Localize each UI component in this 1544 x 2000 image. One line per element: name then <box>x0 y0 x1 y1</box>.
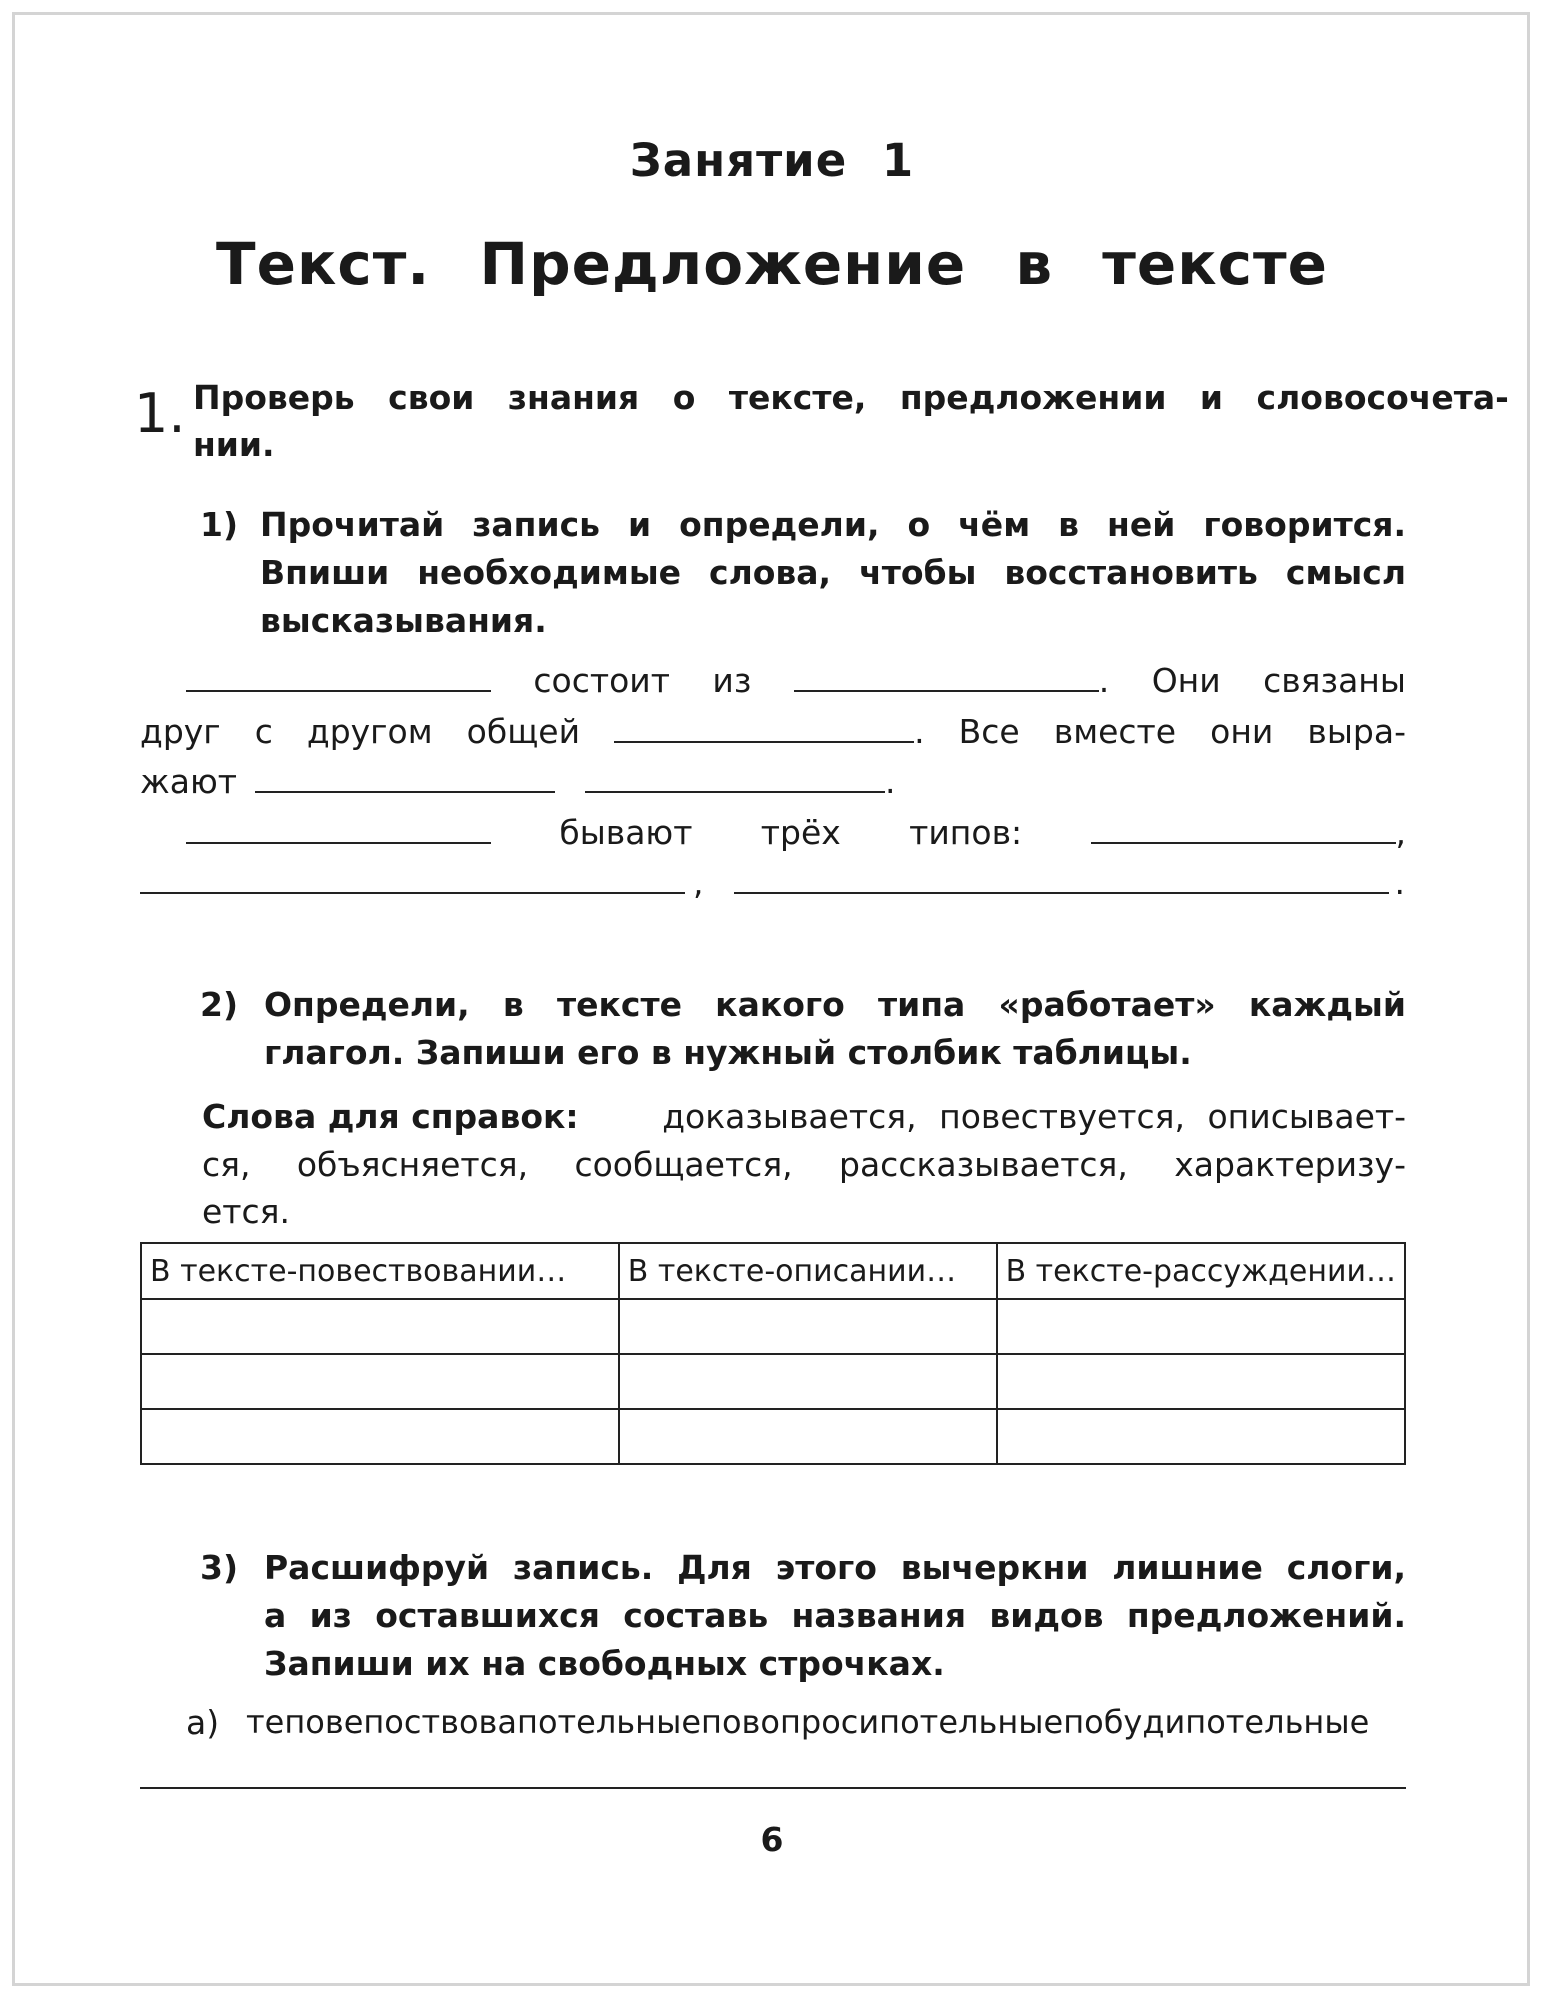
fill-word: . <box>914 712 925 751</box>
table-cell[interactable] <box>997 1354 1405 1409</box>
fill-word: из <box>712 661 752 700</box>
fill-word: состоит <box>533 661 670 700</box>
topic-title: Текст. Предложение в тексте <box>216 230 1328 298</box>
fill-word: , <box>1395 813 1406 852</box>
hint-words: доказывается, повествуется, описывает- <box>662 1097 1406 1136</box>
hint-line-3: ется. <box>202 1192 291 1231</box>
fill-word: , <box>693 863 704 902</box>
table-cell[interactable] <box>997 1409 1405 1464</box>
fill-word: общей <box>466 712 581 751</box>
answer-blank[interactable] <box>186 841 491 844</box>
part3-instruction-line1: Расшифруй запись. Для этого вычеркни лишние слоги, <box>264 1548 1406 1587</box>
answer-blank[interactable] <box>614 740 914 743</box>
fill-word: трёх <box>760 813 841 852</box>
task-number: 1. <box>134 382 186 445</box>
fill-word: . <box>1394 863 1405 902</box>
task1-instruction-line1 <box>193 378 1509 417</box>
fill-word: . <box>1098 661 1110 700</box>
part1-instruction-line1: Прочитай запись и определи, о чём в ней говорится. <box>260 505 1406 544</box>
fill-word: типов: <box>909 813 1023 852</box>
part2-number: 2) <box>200 985 239 1024</box>
answer-blank[interactable] <box>1091 841 1396 844</box>
table-header-row <box>141 1243 1405 1299</box>
fill-word: Они <box>1151 661 1221 700</box>
part3-instruction-line3: Запиши их на свободных строчках. <box>264 1644 945 1683</box>
fill-word: жают <box>140 762 237 801</box>
verb-table <box>140 1242 1406 1465</box>
table-row <box>141 1409 1405 1464</box>
part1-number: 1) <box>200 505 239 544</box>
part2-instruction-line1: Определи, в тексте какого типа «работает» каждый <box>264 985 1406 1024</box>
table-cell[interactable] <box>619 1409 997 1464</box>
instruction-line-text: Проверь свои знания о тексте, предложении и словосочета- <box>193 378 1509 417</box>
answer-blank[interactable] <box>255 790 555 793</box>
fill-line-5 <box>140 863 1406 902</box>
hint-label: Слова для справок: <box>202 1097 579 1136</box>
answer-blank[interactable] <box>186 689 491 692</box>
table-cell[interactable] <box>997 1299 1405 1354</box>
fill-word: они <box>1210 712 1274 751</box>
blank-group <box>1091 813 1407 852</box>
table-header-cell: В тексте-рассуждении… <box>997 1243 1405 1299</box>
table-cell[interactable] <box>619 1354 997 1409</box>
fill-word: с <box>254 712 273 751</box>
answer-blank[interactable] <box>734 891 1389 894</box>
table-row <box>141 1299 1405 1354</box>
table-cell[interactable] <box>141 1354 619 1409</box>
table-cell[interactable] <box>141 1299 619 1354</box>
fill-word: друг <box>140 712 221 751</box>
table-cell[interactable] <box>141 1409 619 1464</box>
part3-instruction-line2: а из оставшихся составь названия видов предложений. <box>264 1596 1406 1635</box>
page-number: 6 <box>760 1820 784 1859</box>
part1-instruction-line3: высказывания. <box>260 601 547 640</box>
table-header-cell: В тексте-описании… <box>619 1243 997 1299</box>
fill-word: бывают <box>559 813 693 852</box>
lesson-title: Занятие 1 <box>629 134 915 187</box>
blank-group <box>614 712 925 751</box>
blank-group <box>794 661 1110 700</box>
item-a-label: а) <box>186 1703 220 1742</box>
fill-line-4 <box>186 813 1406 852</box>
fill-word: . <box>884 762 896 801</box>
fill-line-2 <box>140 712 1406 751</box>
fill-line-1 <box>186 661 1406 700</box>
table-header-cell: В тексте-повествовании… <box>141 1243 619 1299</box>
fill-word: выра- <box>1307 712 1406 751</box>
answer-blank[interactable] <box>794 689 1099 692</box>
fill-word: вместе <box>1053 712 1177 751</box>
fill-line-3 <box>140 762 895 801</box>
task1-instruction-line2: нии. <box>193 425 275 464</box>
hint-line-2: ся, объясняется, сообщается, рассказывается, характеризу- <box>202 1145 1406 1184</box>
answer-blank[interactable] <box>585 790 885 793</box>
table-row <box>141 1354 1405 1409</box>
part3-number: 3) <box>200 1548 239 1587</box>
hint-line-1 <box>202 1097 1406 1136</box>
fill-word: другом <box>306 712 433 751</box>
part2-instruction-line2: глагол. Запиши его в нужный столбик таблицы. <box>264 1033 1192 1072</box>
fill-word: связаны <box>1263 661 1406 700</box>
item-a-text: теповепоствовапотельныеповопросипотельныепобудипотельные <box>246 1703 1370 1741</box>
part1-instruction-line2: Впиши необходимые слова, чтобы восстановить смысл <box>260 553 1406 592</box>
table-cell[interactable] <box>619 1299 997 1354</box>
fill-word: Все <box>958 712 1020 751</box>
footer-divider <box>140 1787 1406 1789</box>
answer-blank[interactable] <box>140 891 685 894</box>
